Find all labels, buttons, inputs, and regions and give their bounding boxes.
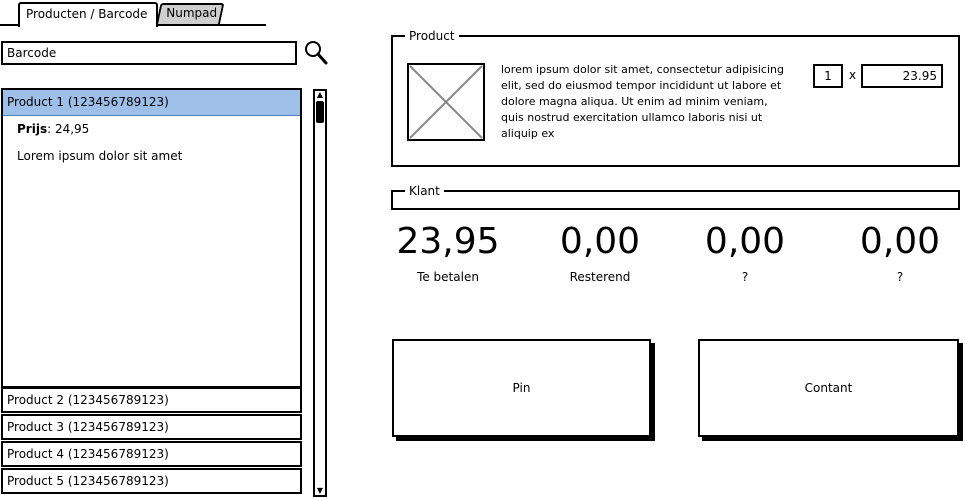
- total-label: ?: [741, 270, 749, 284]
- total-value: 0,00: [704, 221, 786, 262]
- barcode-input[interactable]: Barcode: [1, 41, 297, 65]
- price-input[interactable]: 23.95: [861, 64, 943, 88]
- pin-button[interactable]: Pin: [392, 339, 651, 437]
- total-te-betalen: [392, 222, 504, 284]
- product-price: [17, 122, 89, 136]
- tab-producten-barcode[interactable]: [18, 2, 158, 27]
- contant-button[interactable]: Contant: [698, 339, 959, 437]
- image-placeholder-icon: [407, 63, 485, 141]
- list-item-label: Product 1 (123456789123): [3, 90, 300, 116]
- klant-panel: [391, 184, 960, 210]
- total-unknown-1: [697, 222, 793, 284]
- price-label: Prijs: [17, 122, 48, 136]
- scroll-down-icon[interactable]: ▼: [316, 486, 324, 495]
- total-unknown-2: [852, 222, 948, 284]
- list-item[interactable]: Product 5 (123456789123): [1, 468, 302, 494]
- scroll-up-icon[interactable]: ▲: [316, 90, 324, 99]
- quantity-input[interactable]: 1: [813, 64, 843, 88]
- product-list: [1, 88, 302, 498]
- total-value: 23,95: [396, 221, 500, 262]
- tab-label: Producten / Barcode: [26, 7, 148, 21]
- tab-label: Numpad: [166, 6, 218, 20]
- list-item[interactable]: Product 3 (123456789123): [1, 414, 302, 440]
- total-label: ?: [896, 270, 904, 284]
- product-panel-description: lorem ipsum dolor sit amet, consectetur adipisicing elit, sed do eiusmod tempor incididunt ut labore et dolore magna aliqua. Ut enim ad minim veniam, quis nostrud exercitation ullamco laboris nisi ut aliquip ex: [501, 63, 784, 140]
- total-label: Resterend: [569, 270, 631, 284]
- total-resterend: [552, 222, 648, 284]
- product-description: Lorem ipsum dolor sit amet: [17, 149, 183, 163]
- total-label: Te betalen: [417, 270, 479, 284]
- price-value: : 24,95: [47, 122, 90, 136]
- list-item[interactable]: Product 4 (123456789123): [1, 441, 302, 467]
- scrollbar[interactable]: [313, 89, 327, 497]
- product-legend: Product: [405, 28, 459, 44]
- klant-legend: Klant: [405, 183, 444, 199]
- total-value: 0,00: [859, 221, 941, 262]
- times-sign: x: [849, 68, 857, 82]
- tab-numpad[interactable]: [156, 3, 224, 24]
- scroll-thumb[interactable]: [316, 101, 324, 123]
- total-value: 0,00: [559, 221, 641, 262]
- product-panel: [391, 29, 960, 167]
- search-icon[interactable]: [304, 40, 328, 66]
- list-item[interactable]: Product 2 (123456789123): [1, 387, 302, 413]
- list-item-selected[interactable]: [1, 88, 302, 388]
